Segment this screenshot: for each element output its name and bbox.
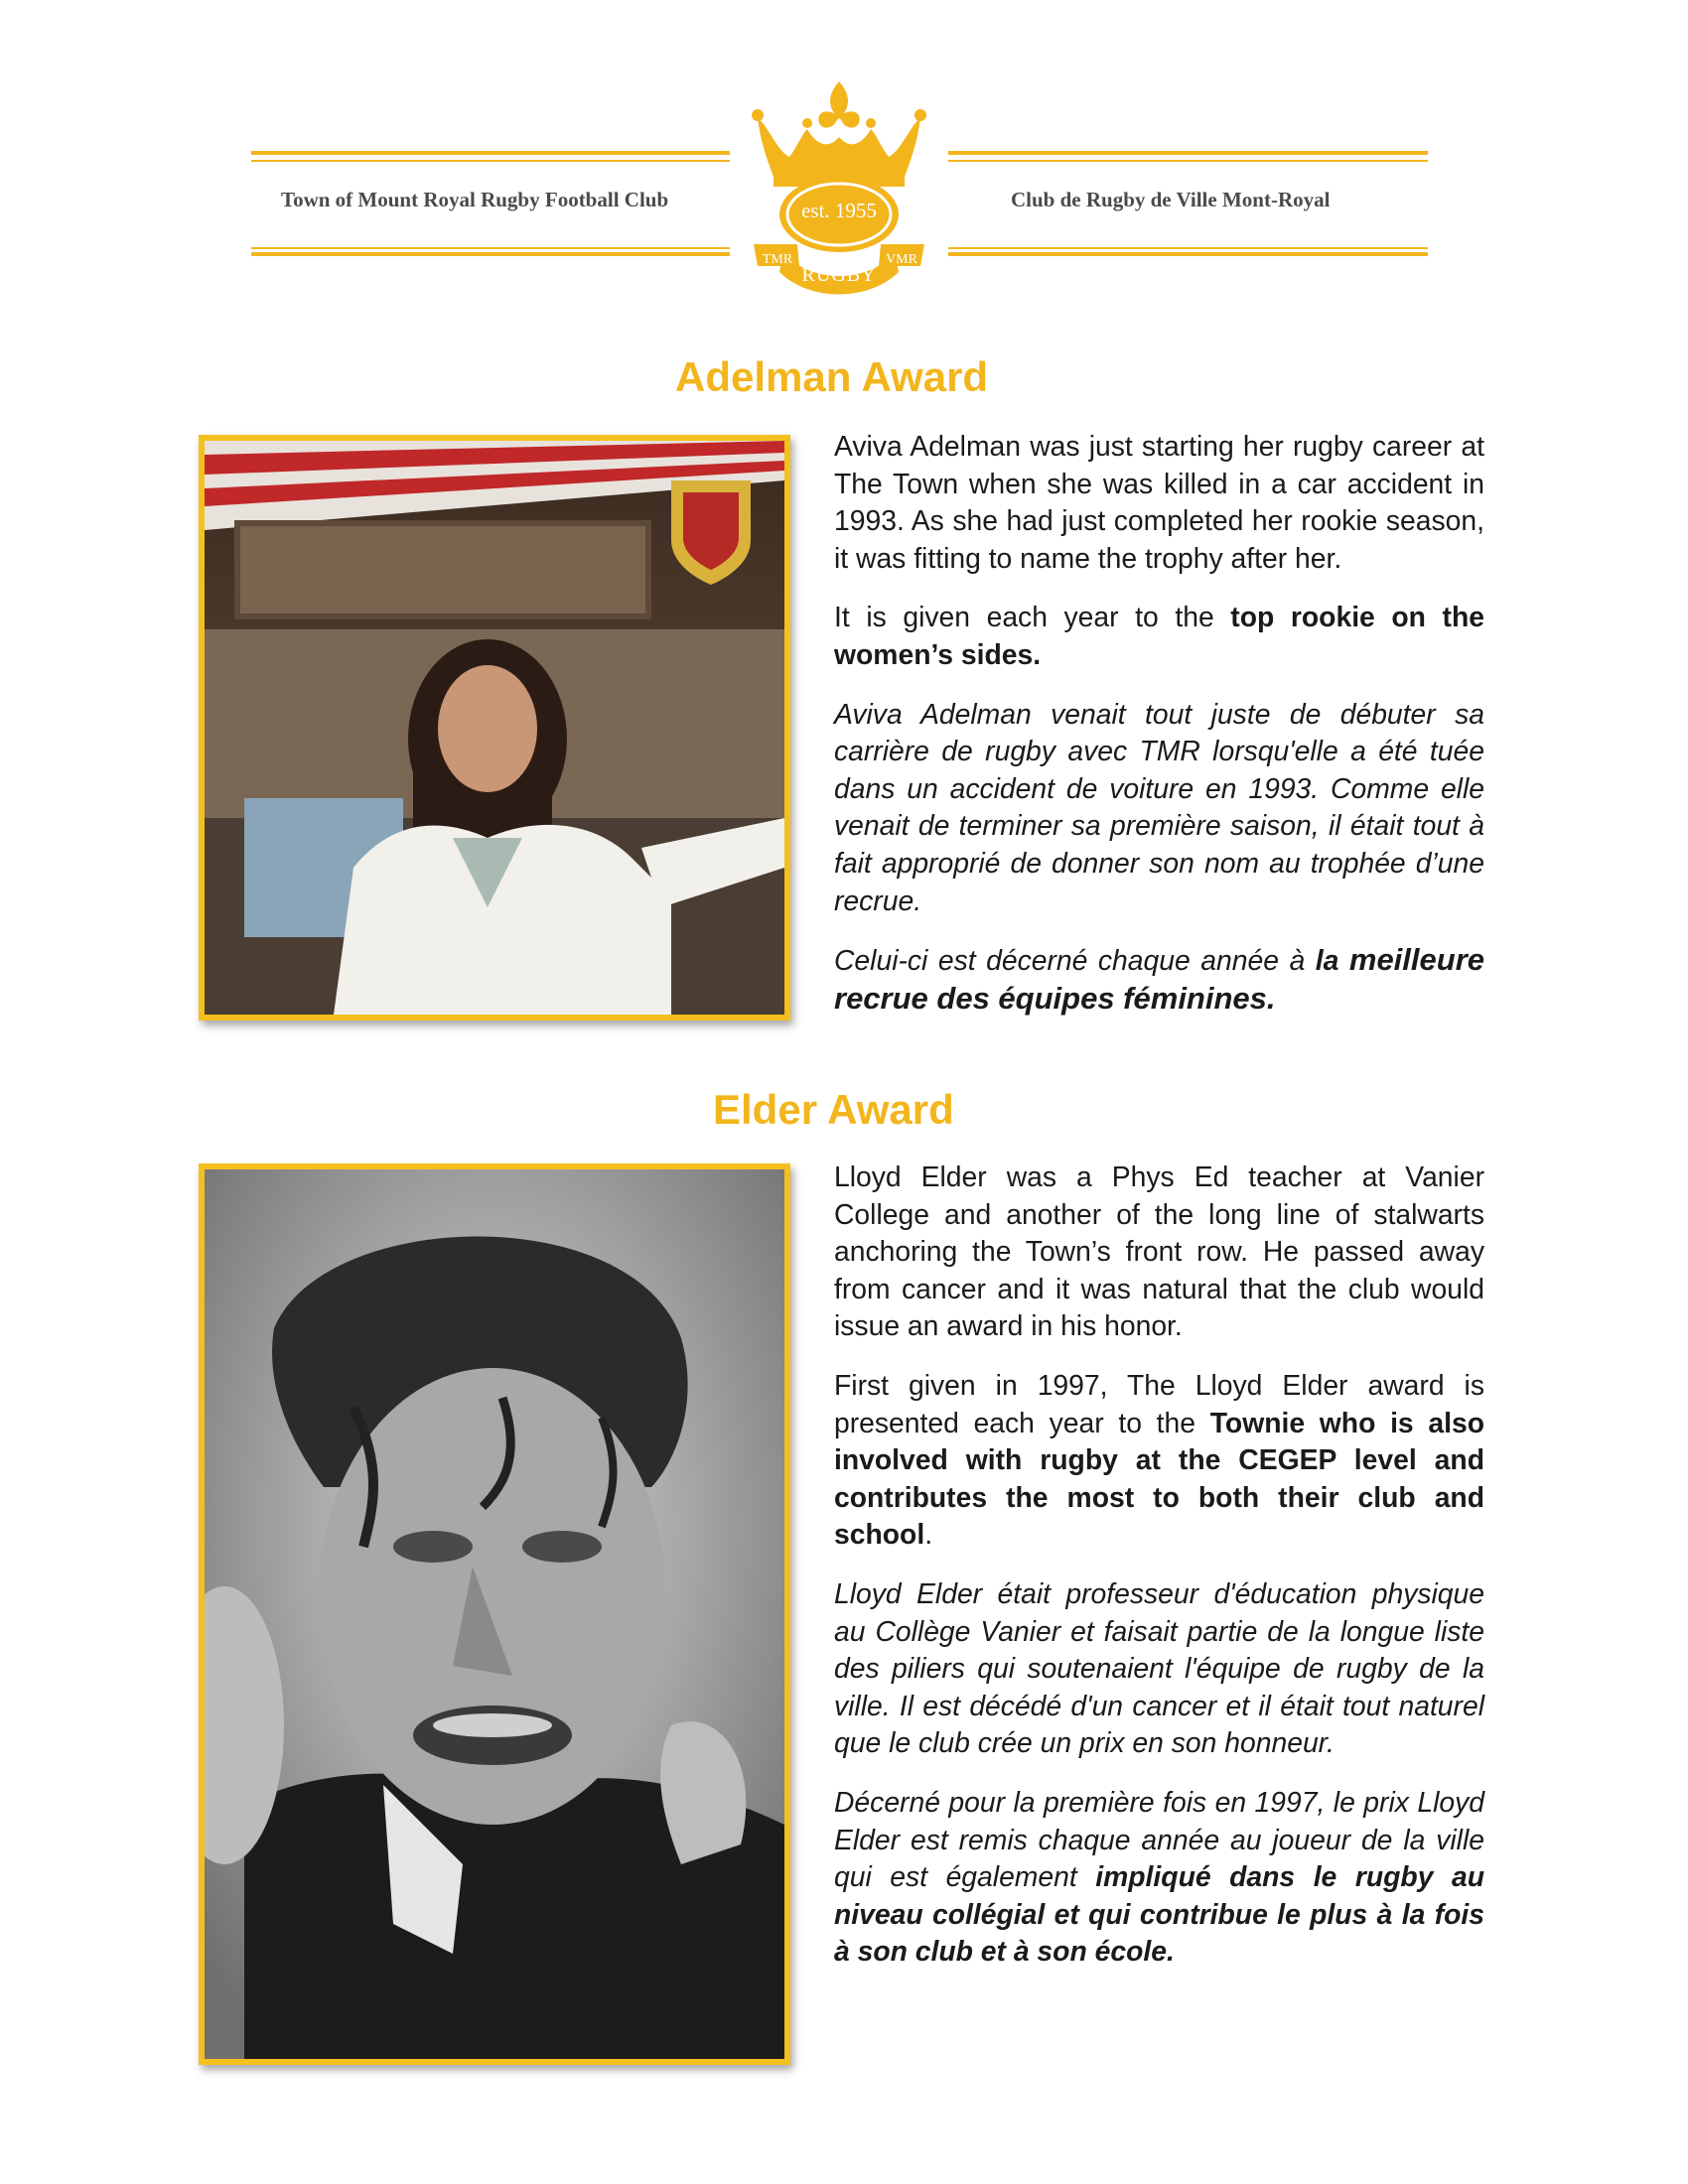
adelman-fr-p2-bold-a: la: [1315, 944, 1339, 977]
logo-vmr-badge: VMR: [886, 252, 917, 267]
elder-description: [834, 1159, 1484, 1992]
adelman-fr-p2-text: Celui-ci est décerné chaque année à: [834, 944, 1316, 977]
adelman-fr-paragraph-2: [834, 941, 1484, 1018]
adelman-award-title: Adelman Award: [675, 353, 989, 400]
adelman-description: [834, 428, 1484, 1039]
adelman-en-paragraph-1: Aviva Adelman was just starting her rugby career at The Town when she was killed in a car accident in 1993. As she had just completed her rookie season, it was fitting to name the trophy after her.: [834, 430, 1484, 574]
elder-en-p2-text: First given in 1997, The Lloyd Elder award is presented each year to the: [834, 1368, 1484, 1438]
adelman-en-paragraph-2: [834, 599, 1484, 673]
portrait-photo-icon: [205, 1169, 784, 2059]
elder-fr-p2-bold: impliqué dans le rugby au niveau collégial et qui contribue le plus à la fois à son club et à son école.: [834, 1860, 1484, 1968]
logo-established: est. 1955: [801, 199, 877, 222]
adelman-en-p2-bold: top rookie on the women’s sides.: [834, 601, 1484, 670]
portrait-photo-icon: [205, 441, 784, 1015]
elder-fr-paragraph-1: Lloyd Elder était professeur d'éducation physique au Collège Vanier et faisait partie de la longue liste des piliers qui soutenaient l'équipe de rugby de la ville. Il est décédé d'un cancer et il était tout naturel que le club crée un prix en son honneur.: [834, 1576, 1484, 1759]
adelman-en-p2-text: It is given each year to the: [834, 601, 1231, 633]
logo-tmr-badge: TMR: [762, 252, 793, 267]
adelman-fr-paragraph-1: Aviva Adelman venait tout juste de débuter sa carrière de rugby avec TMR lorsqu'elle a été tuée dans un accident de voiture en 1993. Comme elle venait de terminer sa première saison, il était tout à fait approprié de donner son nom au trophée d’une recrue.: [834, 697, 1484, 916]
club-name-french: Club de Rugby de Ville Mont-Royal: [1011, 188, 1331, 211]
elder-en-paragraph-2: [834, 1367, 1484, 1554]
adelman-fr-p2-bold-b: meilleure recrue des équipes féminines.: [834, 942, 1484, 1016]
elder-en-paragraph-1: Lloyd Elder was a Phys Ed teacher at Vanier College and another of the long line of stalwarts anchoring the Town’s front row. He passed away from cancer and it was natural that the club would issue an award in his honor.: [834, 1160, 1484, 1342]
club-name-english: Town of Mount Royal Rugby Football Club: [281, 188, 669, 211]
elder-fr-p2-text: Décerné pour la première fois en 1997, le prix Lloyd Elder est remis chaque année au joueur de la ville qui est également: [834, 1785, 1484, 1893]
letterhead: [0, 0, 1688, 308]
elder-en-p2-suffix: .: [924, 1518, 933, 1551]
logo-rugby-banner: RUGBY: [801, 264, 877, 286]
adelman-photo: [199, 435, 790, 1021]
elder-fr-paragraph-2: [834, 1784, 1484, 1971]
elder-en-p2-bold: Townie who is also involved with rugby at the CEGEP level and contributes the most to both their club and school: [834, 1406, 1484, 1551]
club-crest-logo: [750, 77, 928, 301]
elder-award-title: Elder Award: [713, 1086, 954, 1133]
elder-photo: [199, 1163, 790, 2065]
